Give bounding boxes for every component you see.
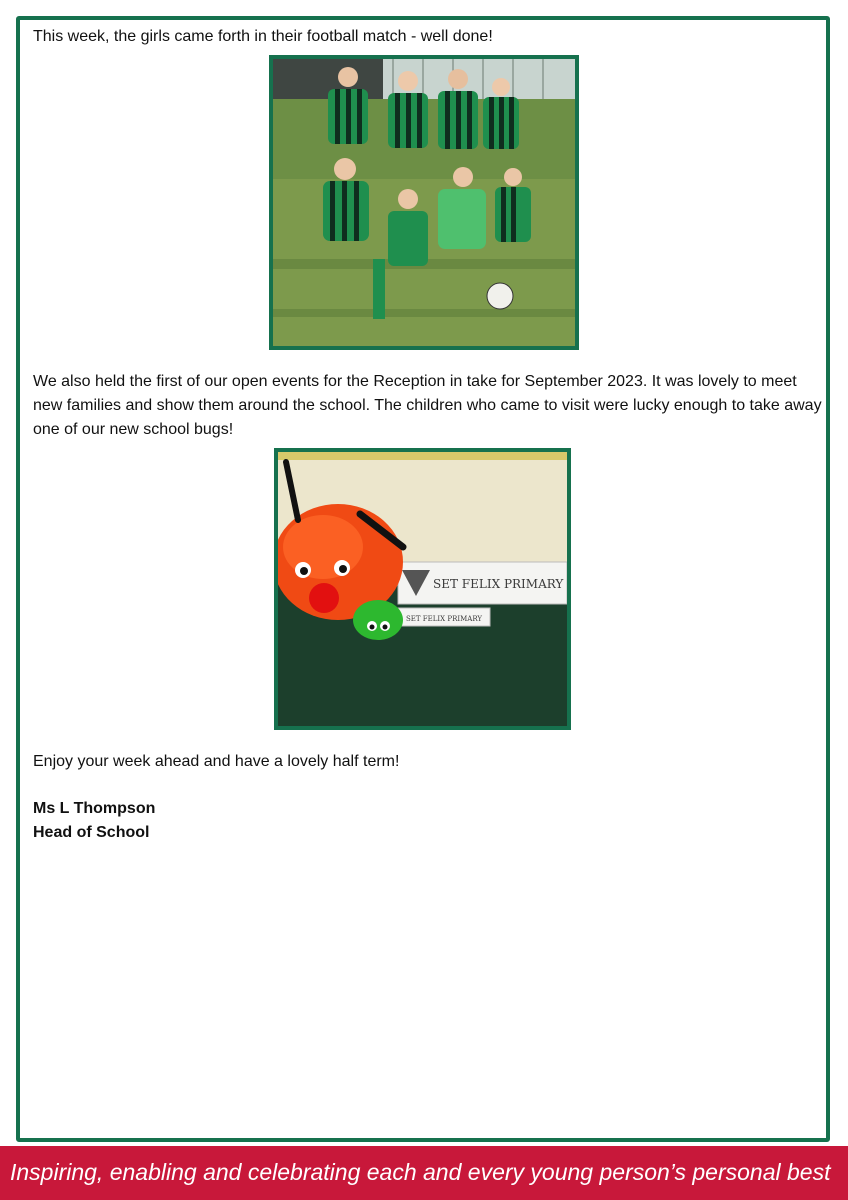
open-events-paragraph: We also held the first of our open events for the Reception in take for September 2023. It was lovely to meet new families and show them around the school. The children who came to visit were lucky enough to take away one of our new school bugs! <box>33 373 822 438</box>
signature-name: Ms L Thompson <box>33 800 156 817</box>
football-team-image <box>273 59 575 346</box>
footer-tagline: Inspiring, enabling and celebrating each and every young person’s personal best <box>10 1159 831 1185</box>
large-card-text: SET FELIX PRIMARY <box>433 577 564 591</box>
football-caption: This week, the girls came forth in their football match - well done! <box>33 28 493 45</box>
footer-banner <box>0 1146 848 1200</box>
school-bugs-image <box>278 452 567 726</box>
closing-paragraph: Enjoy your week ahead and have a lovely half term! <box>33 753 400 770</box>
signature-role: Head of School <box>33 824 150 841</box>
school-bugs-photo <box>274 448 571 730</box>
small-card-text: SET FELIX PRIMARY <box>406 615 483 623</box>
football-team-photo <box>269 55 579 350</box>
